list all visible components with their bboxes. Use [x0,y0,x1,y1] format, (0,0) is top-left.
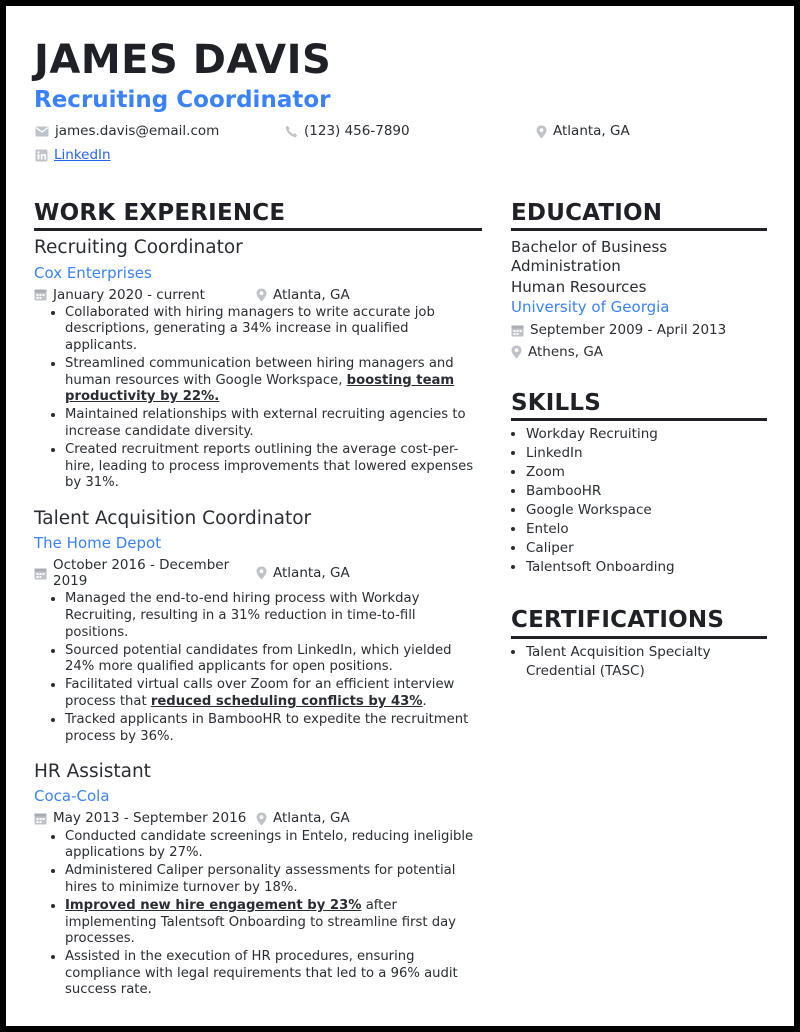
work-experience-heading: WORK EXPERIENCE [34,200,482,231]
bullet-text: Created recruitment reports outlining the average cost-per-hire, leading to process improvements that lowered expenses by 31%. [65,442,474,491]
bullet-highlight: reduced scheduling conflicts by 43% [150,693,423,709]
linkedin-link[interactable]: LinkedIn [54,147,111,163]
bullet-highlight: boosting team productivity by 22%. [65,372,455,405]
linkedin-icon [35,149,48,162]
skill-item: • Google Workspace [526,501,767,520]
certifications-list [511,643,767,681]
bullet-highlight: Improved new hire engagement by 23% [65,898,362,913]
education-heading: EDUCATION [511,200,767,231]
bullet-text: Sourced potential candidates from LinkedIn, which yielded 24% more qualified applicants for open positions. [65,642,452,675]
bullet-text: Managed the end-to-end hiring process with Workday Recruiting, resulting in a 31% reduction in time-to-fill positions. [65,591,420,640]
job-location-text: Atlanta, GA [273,286,350,303]
job-bullet [65,712,482,745]
job-location-text: Atlanta, GA [273,810,350,827]
job-title: HR Assistant [34,761,151,783]
certifications-section [511,607,767,680]
school: University of Georgia [511,298,670,317]
skill-item: • LinkedIn [526,444,767,463]
job-bullets [34,305,482,492]
jobs-list [34,237,482,999]
bullet-text-end: . [422,693,427,709]
skill-item: • Talentsoft Onboarding [526,558,767,577]
job-entry [34,761,482,999]
job-meta [34,557,482,589]
major: Human Resources [511,278,647,297]
job-location [256,565,350,581]
job-entry [34,508,482,745]
calendar-icon [34,812,47,825]
job-title: Talent Acquisition Coordinator [34,507,312,529]
job-bullet [65,591,482,641]
job-location [256,287,350,303]
skill-item: • BambooHR [526,482,767,501]
map-pin-icon [256,812,267,826]
job-bullet [65,643,482,676]
skills-list [511,425,767,577]
map-pin-icon [256,566,267,580]
education-location [511,344,767,360]
job-bullet [65,829,482,862]
candidate-headline: Recruiting Coordinator [34,87,331,113]
contact-location [536,125,630,139]
job-location [256,810,350,826]
job-dates [34,810,256,826]
education-dates [511,322,767,338]
calendar-icon [511,324,524,337]
job-dates [34,287,256,303]
bullet-text: Tracked applicants in BambooHR to expedite the recruitment process by 36%. [65,712,469,744]
job-bullet [65,305,482,355]
job-entry [34,237,482,491]
skill-item: • Entelo [526,520,767,539]
job-bullet [65,863,482,896]
contact-linkedin [35,149,111,163]
job-bullet [65,356,482,406]
candidate-name: JAMES DAVIS [34,37,332,83]
calendar-icon [34,288,47,301]
degree: Bachelor of Business Administration [511,238,668,276]
skill-item: • Caliper [526,539,767,558]
job-title: Recruiting Coordinator [34,237,243,259]
education-dates-text: September 2009 - April 2013 [530,322,727,339]
bullet-text: Streamlined communication between hiring managers and human resources with Google Workspace, [65,356,454,388]
job-meta [34,810,482,826]
certifications-heading: CERTIFICATIONS [511,607,767,638]
map-pin-icon [511,345,522,359]
map-pin-icon [536,125,547,139]
job-bullets [34,829,482,999]
skills-heading: SKILLS [511,390,767,421]
contact-email [35,125,219,139]
job-bullet [65,949,482,999]
contact-phone [285,125,410,139]
envelope-icon [35,126,49,137]
location-text: Atlanta, GA [553,123,630,140]
map-pin-icon [256,288,267,302]
resume-page [6,6,794,1026]
phone-icon [285,125,298,138]
certification-item: • Talent Acquisition Specialty Credential (TASC) [526,643,767,681]
education-location-text: Athens, GA [528,343,604,360]
job-bullets [34,591,482,745]
job-dates-text: January 2020 - current [53,286,205,303]
skill-item: • Zoom [526,463,767,482]
company-name: The Home Depot [34,534,162,553]
job-bullet [65,407,482,440]
company-name: Coca-Cola [34,787,110,806]
bullet-text: Maintained relationships with external recruiting agencies to increase candidate diversity. [65,407,466,439]
bullet-text: Assisted in the execution of HR procedures, ensuring compliance with legal requirements that led to a 96% audit success rate. [65,949,458,998]
work-experience-section [34,200,482,1015]
sidebar [511,200,767,681]
bullet-text: Facilitated virtual calls over Zoom for an efficient interview process that [65,677,455,709]
job-dates-text: May 2013 - September 2016 [53,810,247,827]
email-text: james.davis@email.com [55,123,220,139]
bullet-text: Conducted candidate screenings in Entelo, reducing ineligible applications by 27%. [65,828,474,861]
bullet-text: Collaborated with hiring managers to write accurate job descriptions, generating a 34% increase in qualified applicants. [65,304,435,353]
phone-text: (123) 456-7890 [304,123,410,139]
job-location-text: Atlanta, GA [273,565,350,582]
education-section [511,200,767,360]
bullet-text: Administered Caliper personality assessments for potential hires to minimize turnover by 18%. [65,863,456,895]
job-bullet [65,898,482,948]
job-bullet [65,677,482,710]
skill-item: • Workday Recruiting [526,425,767,444]
job-dates-text: October 2016 - December 2019 [53,557,230,590]
skills-section [511,390,767,577]
calendar-icon [34,567,47,580]
job-bullet [65,442,482,492]
job-dates [34,557,256,589]
job-meta [34,287,482,303]
company-name: Cox Enterprises [34,263,152,282]
bullet-text-end: after implementing Talentsoft Onboarding to streamline first day processes. [65,898,456,947]
